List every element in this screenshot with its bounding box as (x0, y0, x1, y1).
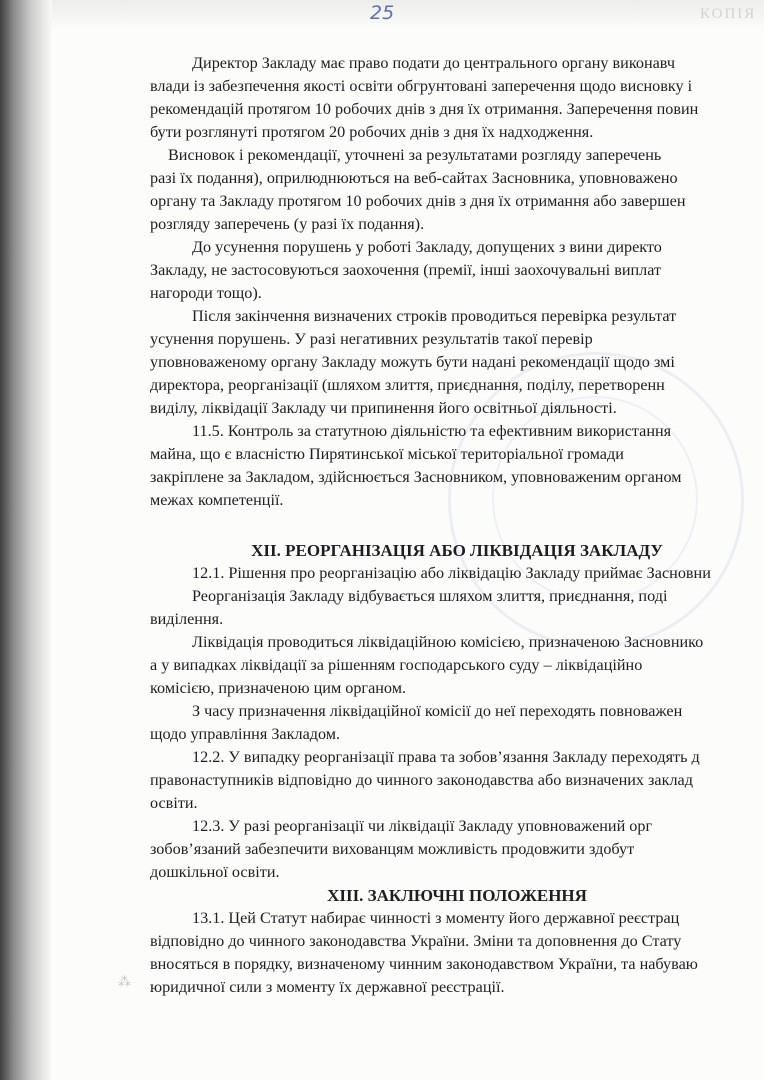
text-line: органу та Закладу протягом 10 робочих днів з дня їх отримання або завершен (150, 192, 686, 210)
scanner-edge-shadow (0, 0, 52, 1080)
paragraph-liquidation (150, 631, 764, 700)
paragraph-commission-powers (150, 700, 764, 746)
paragraph-13-1 (150, 907, 764, 999)
text-line: комісією, призначеною цим органом. (150, 679, 406, 697)
text-line: До усунення порушень у роботі Закладу, допущених з вини директо (192, 238, 662, 256)
text-line: Висновок і рекомендації, уточнені за результатами розгляду заперечень (168, 146, 662, 164)
text-line: Директор Закладу має право подати до центрального органу виконавч (192, 54, 675, 72)
text-line: Ліквідація проводиться ліквідаційною комісією, призначеною Засновнико (192, 633, 704, 651)
paragraph-director-objections (150, 52, 764, 144)
text-line: разі їх подання), оприлюднюються на веб-сайтах Засновника, уповноважено (150, 169, 678, 187)
text-line: правонаступників відповідно до чинного законодавства або визначених заклад (150, 771, 693, 789)
text-line: юридичної сили з моменту їх державної реєстрації. (150, 978, 505, 996)
spacer (150, 512, 764, 539)
paragraph-reorganization (150, 585, 764, 631)
paragraph-12-1 (150, 562, 764, 585)
paragraph-no-incentives (150, 236, 764, 305)
text-line: Реорганізація Закладу відбувається шляхом злиття, приєднання, поді (192, 587, 668, 605)
text-line: З часу призначення ліквідаційної комісії до неї переходять повноважен (192, 702, 683, 720)
text-line: дошкільної освіти. (150, 863, 280, 881)
paragraph-verification (150, 305, 764, 420)
text-line: відповідно до чинного законодавства України. Зміни та доповнення до Стату (150, 932, 682, 950)
text-line: 12.1. Рішення про реорганізацію або ліквідацію Закладу приймає Засновни (192, 564, 711, 582)
text-line: уповноваженому органу Закладу можуть бути надані рекомендації щодо змі (150, 353, 675, 371)
text-line: 11.5. Контроль за статутною діяльністю та ефективним використання (192, 422, 672, 440)
paragraph-11-5 (150, 420, 764, 512)
text-line: майна, що є власністю Пирятинської міської територіальної громади (150, 445, 624, 463)
bleed-through-text: КОПІЯ (700, 6, 757, 22)
section-13-heading: XIII. ЗАКЛЮЧНІ ПОЛОЖЕННЯ (327, 886, 587, 905)
top-margin-strip (52, 0, 764, 28)
text-line: закріплене за Закладом, здійснюється Засновником, уповноваженим органом (150, 468, 682, 486)
handwritten-page-number: 25 (370, 2, 395, 24)
text-line: бути розглянуті протягом 20 робочих днів з дня їх надходження. (150, 123, 594, 141)
text-line: виділення. (150, 610, 224, 628)
text-line: 12.2. У випадку реорганізації права та зобов’язання Закладу переходять д (192, 748, 700, 766)
paragraph-12-2 (150, 746, 764, 815)
text-line: Після закінчення визначених строків проводиться перевірка результат (192, 307, 677, 325)
text-line: рекомендацій протягом 10 робочих днів з дня їх отримання. Заперечення повин (150, 100, 699, 118)
text-line: вносяться в порядку, визначеному чинним законодавством України, та набуваю (150, 955, 698, 973)
text-line: зобов’язаний забезпечити вихованцям можливість продовжити здобут (150, 840, 635, 858)
text-line: усунення порушень. У разі негативних результатів такої перевір (150, 330, 593, 348)
paragraph-conclusions-publication (150, 144, 764, 236)
text-line: влади із забезпечення якості освіти обгрунтовані заперечення щодо висновку і (150, 77, 693, 95)
text-line: виділу, ліквідації Закладу чи припинення його освітньої діяльності. (150, 399, 617, 417)
text-line: розгляду заперечень (у разі їх подання). (150, 215, 425, 233)
text-line: нагороди тощо). (150, 284, 262, 302)
text-line: освіти. (150, 794, 198, 812)
text-line: Закладу, не застосовуються заохочення (премії, інші заохочувальні виплат (150, 261, 662, 279)
text-line: щодо управління Закладом. (150, 725, 341, 743)
text-line: межах компетенції. (150, 491, 284, 509)
text-line: директора, реорганізації (шляхом злиття, приєднання, поділу, перетворенн (150, 376, 665, 394)
section-12-heading: XII. РЕОРГАНІЗАЦІЯ АБО ЛІКВІДАЦІЯ ЗАКЛАДУ (251, 541, 663, 560)
text-line: 13.1. Цей Статут набирає чинності з моменту його державної реєстрац (192, 909, 680, 927)
document-text (150, 52, 764, 999)
text-line: 12.3. У разі реорганізації чи ліквідації Закладу уповноважений орг (192, 817, 653, 835)
paragraph-12-3 (150, 815, 764, 884)
text-line: а у випадках ліквідації за рішенням господарського суду – ліквідаційно (150, 656, 643, 674)
scan-speck: ⁂ (118, 975, 131, 990)
